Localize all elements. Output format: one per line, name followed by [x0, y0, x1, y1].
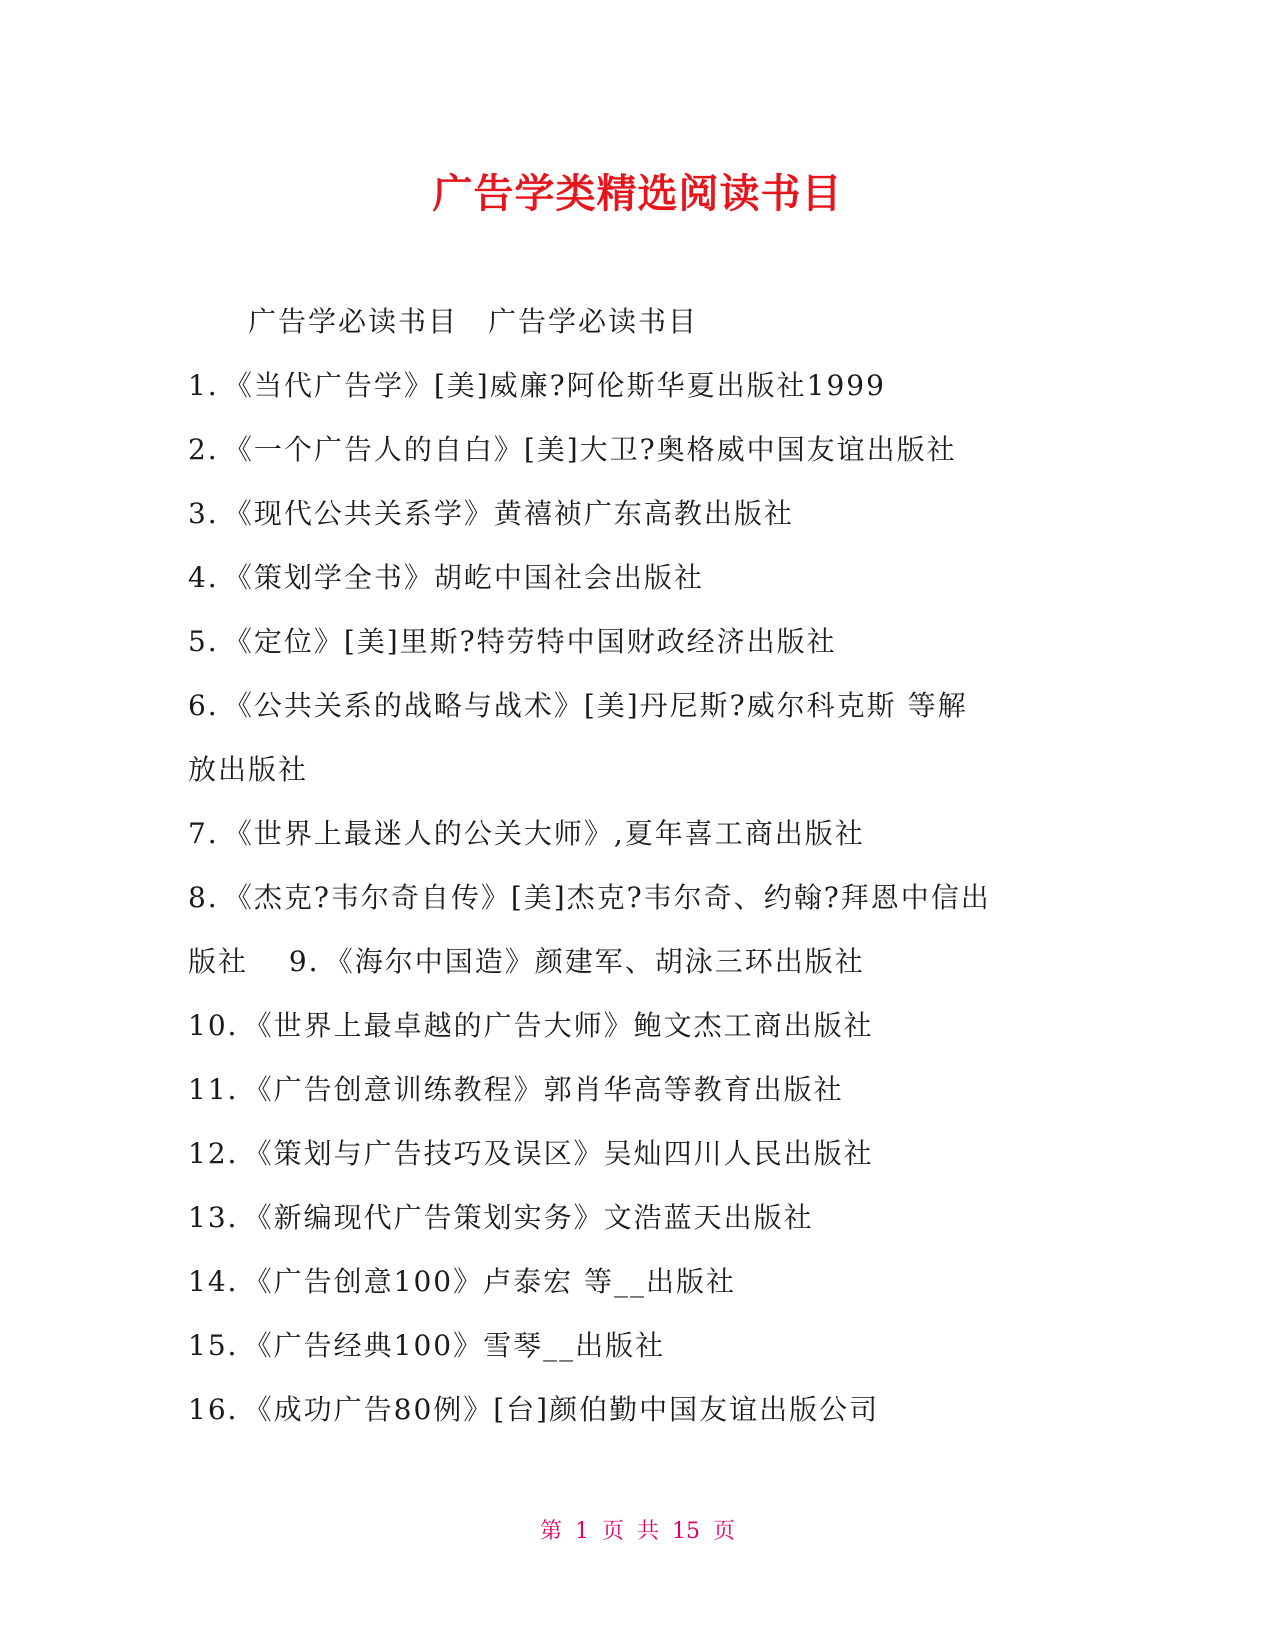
page-number-footer: 第 1 页 共 15 页: [540, 1519, 735, 1544]
book-line-continuation: 放出版社: [188, 753, 309, 786]
book-line: 3．《现代公共关系学》黄禧祯广东高教出版社: [188, 497, 794, 530]
intro-line: 广告学必读书目 广告学必读书目: [248, 305, 699, 338]
book-line: 12．《策划与广告技巧及误区》吴灿四川人民出版社: [188, 1137, 874, 1170]
document-title: 广告学类精选阅读书目: [432, 171, 843, 217]
book-line: 13．《新编现代广告策划实务》文浩蓝天出版社: [188, 1201, 814, 1234]
book-line: 10．《世界上最卓越的广告大师》鲍文杰工商出版社: [188, 1009, 874, 1042]
book-line: 7．《世界上最迷人的公关大师》,夏年喜工商出版社: [188, 817, 865, 850]
book-line-continuation: 版社 9．《海尔中国造》颜建军、胡泳三环出版社: [188, 945, 865, 978]
book-line: 8．《杰克?韦尔奇自传》[美]杰克?韦尔奇、约翰?拜恩中信出: [188, 881, 991, 914]
book-line: 15．《广告经典100》雪琴__出版社: [188, 1329, 666, 1362]
book-line: 4．《策划学全书》胡屹中国社会出版社: [188, 561, 704, 594]
book-line: 16．《成功广告80例》[台]颜伯勤中国友谊出版公司: [188, 1393, 880, 1426]
book-line: 1．《当代广告学》[美]威廉?阿伦斯华夏出版社1999: [188, 369, 886, 402]
book-line: 6．《公共关系的战略与战术》[美]丹尼斯?威尔科克斯 等解: [188, 689, 968, 722]
document-body: [188, 290, 1088, 1442]
book-line: 5．《定位》[美]里斯?特劳特中国财政经济出版社: [188, 625, 837, 658]
book-line: 14．《广告创意100》卢泰宏 等__出版社: [188, 1265, 736, 1298]
book-line: 2．《一个广告人的自白》[美]大卫?奥格威中国友谊出版社: [188, 433, 957, 466]
book-line: 11．《广告创意训练教程》郭肖华高等教育出版社: [188, 1073, 844, 1106]
